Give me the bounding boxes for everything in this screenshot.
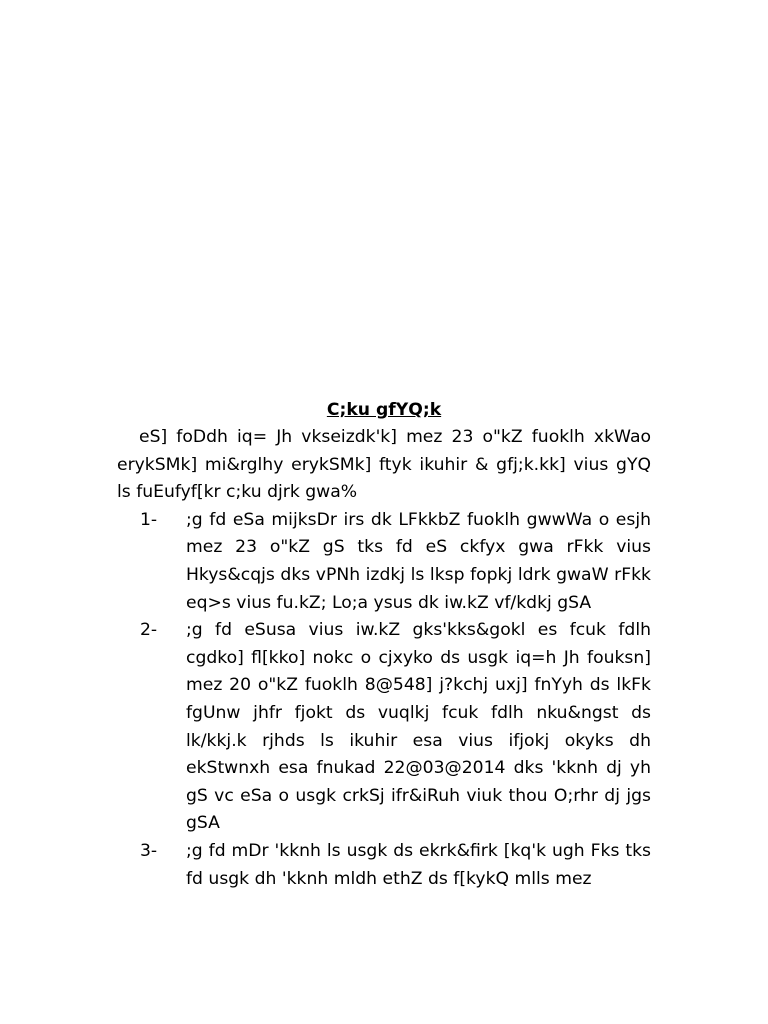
item-text: ;g fd eSa mijksDr irs dk LFkkbZ fuoklh gwwWa o esjh mez 23 o"kZ gS tks fd eS ckfyx gwa rFkk vius Hkys&cqjs dks vPNh izdkj ls lksp fopkj ldrk gwaW rFkk eq>s vius fu.kZ; Lo;a ysus dk iw.kZ vf/kdkj gSA <box>186 509 651 613</box>
item-text: ;g fd mDr 'kknh ls usgk ds ekrk&firk [kq'k ugh Fks tks fd usgk dh 'kknh mldh ethZ ds f[kykQ mlls mez <box>186 840 651 889</box>
document-title: C;ku gfYQ;k <box>326 400 442 420</box>
item-text: ;g fd eSusa vius iw.kZ gks'kks&gokl es fcuk fdlh cgdko] fl[kko] nokc o cjxyko ds usgk iq=h Jh fouksn] mez 20 o"kZ fuoklh 8@548] j?kchj uxj] fnYyh ds lkFk fgUnw jhfr fjokt ds vuqlkj fcuk fdlh nku&ngst ds lk/kkj.k rjhds ls ikuhir esa vius ifjokj okyks dh ekStwnxh esa fnukad 22@03@2014 dks 'kknh dj yh gS vc eSa o usgk crkSj ifr&iRuh viuk thou O;rhr dj jgs gSA <box>186 620 651 834</box>
item-number: 3- <box>140 840 158 861</box>
item-number: 1- <box>140 509 158 530</box>
intro-paragraph: eS] foDdh iq= Jh vkseizdk'k] mez 23 o"kZ fuoklh xkWao erykSMk] mi&rglhy erykSMk] ftyk ikuhir & gfj;k.kk] vius gYQ ls fuEufyf[kr c;ku djrk gwa% <box>117 427 651 503</box>
affidavit-document <box>117 397 651 893</box>
item-number: 2- <box>140 620 158 641</box>
numbered-item-3 <box>117 838 651 893</box>
numbered-item-1 <box>117 507 651 617</box>
numbered-item-2 <box>117 617 651 838</box>
